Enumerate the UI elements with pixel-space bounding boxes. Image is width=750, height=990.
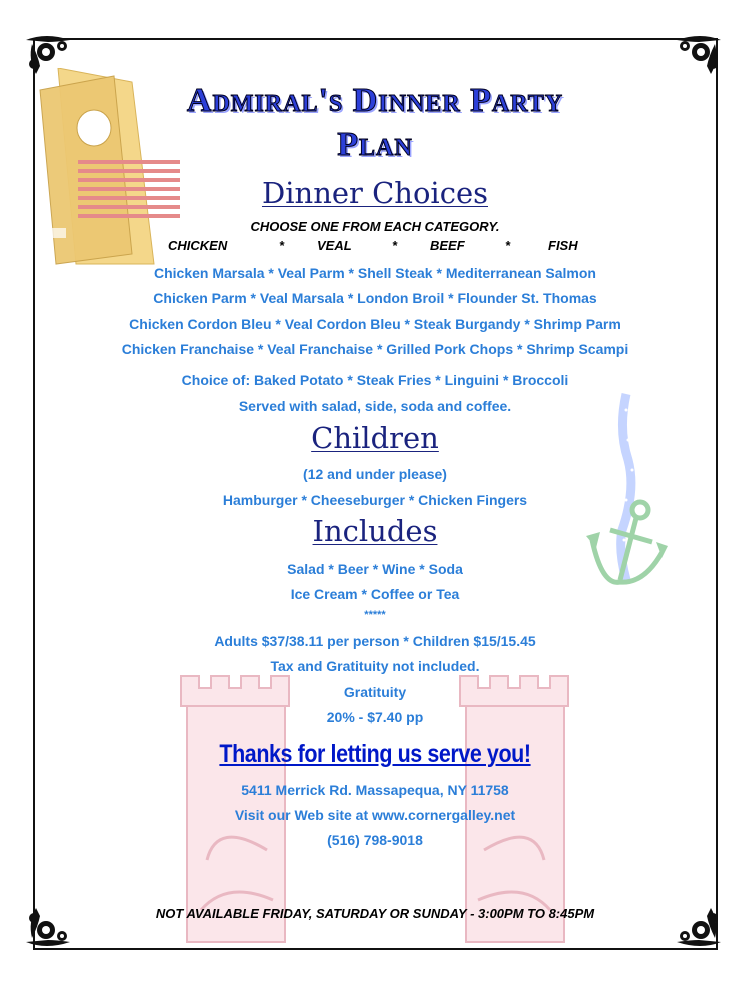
sides-line: Choice of: Baked Potato * Steak Fries * Linguini * Broccoli xyxy=(181,372,569,388)
category-veal: VEAL xyxy=(317,238,352,253)
menu-row: Chicken Franchaise * Veal Franchaise * Grilled Pork Chops * Shrimp Scampi xyxy=(121,341,629,357)
address-line: 5411 Merrick Rd. Massapequa, NY 11758 xyxy=(241,782,509,798)
category-fish: FISH xyxy=(548,238,578,253)
castle-tower-icon xyxy=(177,660,295,945)
menu-row: Chicken Parm * Veal Marsala * London Broil * Flounder St. Thomas xyxy=(153,290,597,306)
includes-line: Ice Cream * Coffee or Tea xyxy=(290,586,460,602)
price-line: Adults $37/38.11 per person * Children $15/15.45 xyxy=(214,633,536,649)
website-line[interactable]: Visit our Web site at www.cornergalley.net xyxy=(234,807,516,823)
dinner-heading: Dinner Choices xyxy=(261,176,488,210)
menu-row: Chicken Cordon Bleu * Veal Cordon Bleu * Steak Burgandy * Shrimp Parm xyxy=(129,316,621,332)
floral-corner-icon xyxy=(659,34,721,74)
tax-line: Tax and Gratituity not included. xyxy=(270,658,480,674)
dinner-instruction: CHOOSE ONE FROM EACH CATEGORY. xyxy=(250,219,500,234)
category-chicken: CHICKEN xyxy=(168,238,228,253)
menu-row: Chicken Marsala * Veal Parm * Shell Steak * Mediterranean Salmon xyxy=(154,265,596,281)
includes-line: Salad * Beer * Wine * Soda xyxy=(287,561,463,577)
divider-stars: ***** xyxy=(364,609,386,621)
anchor-icon xyxy=(582,390,674,590)
children-items: Hamburger * Cheeseburger * Chicken Fingers xyxy=(222,492,528,508)
phone-line: (516) 798-9018 xyxy=(327,832,423,848)
category-separator: * xyxy=(279,238,285,253)
gratuity-value: 20% - $7.40 pp xyxy=(326,709,424,725)
thanks-banner: Thanks for letting us serve you! xyxy=(219,740,531,768)
page-title: Admiral's Dinner Party xyxy=(186,82,564,119)
served-line: Served with salad, side, soda and coffee. xyxy=(238,398,512,414)
gratuity-label: Gratituity xyxy=(343,684,407,700)
page-title-line2: Plan xyxy=(337,126,413,163)
category-row xyxy=(0,238,750,256)
category-separator: * xyxy=(505,238,511,253)
children-note: (12 and under please) xyxy=(303,466,447,482)
category-separator: * xyxy=(392,238,398,253)
availability-note: NOT AVAILABLE FRIDAY, SATURDAY OR SUNDAY - 3:00PM TO 8:45PM xyxy=(155,906,595,921)
includes-heading: Includes xyxy=(312,514,438,548)
children-heading: Children xyxy=(311,421,439,455)
category-beef: BEEF xyxy=(430,238,465,253)
castle-tower-icon xyxy=(456,660,574,945)
